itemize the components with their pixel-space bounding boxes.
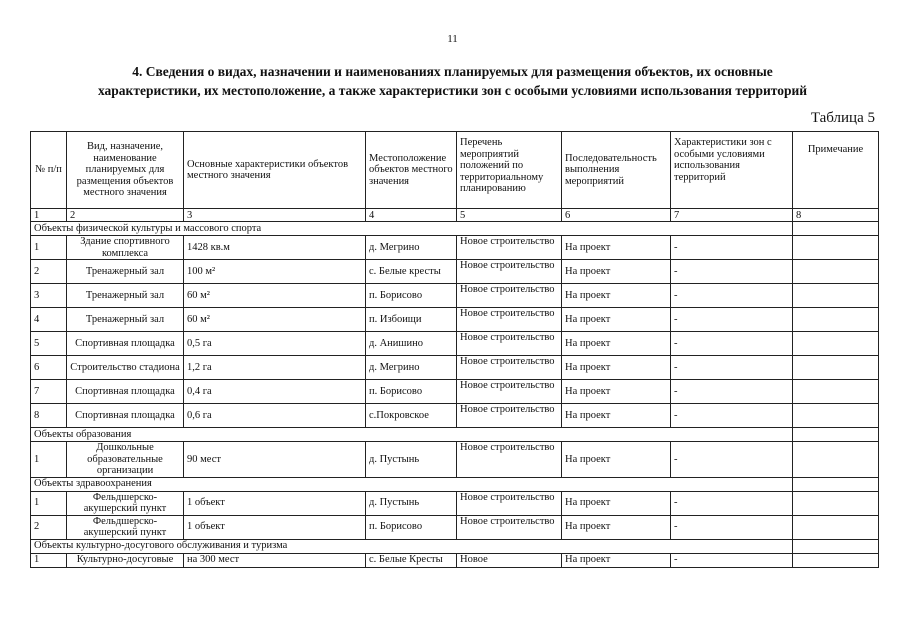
object-location: п. Борисово: [366, 515, 457, 539]
zone-characteristics: -: [671, 553, 793, 567]
zone-characteristics: -: [671, 332, 793, 356]
header-cell: Вид, назначение, наименование планируемых для размещения объектов местного значения: [67, 132, 184, 209]
object-characteristics: 100 м²: [184, 260, 366, 284]
execution-sequence: На проект: [562, 284, 671, 308]
table-row: [31, 515, 879, 539]
object-characteristics: 1 объект: [184, 491, 366, 515]
execution-sequence: На проект: [562, 308, 671, 332]
object-location: п. Борисово: [366, 380, 457, 404]
object-characteristics: 0,5 га: [184, 332, 366, 356]
note: [793, 515, 879, 539]
object-characteristics: 90 мест: [184, 442, 366, 478]
table-label: Таблица 5: [810, 110, 875, 126]
section-row: [31, 539, 879, 553]
object-location: п. Борисово: [366, 284, 457, 308]
table-row: [31, 236, 879, 260]
object-characteristics: 0,6 га: [184, 404, 366, 428]
zone-characteristics: -: [671, 404, 793, 428]
section-title: Объекты культурно-досугового обслуживания и туризма: [31, 539, 793, 553]
object-characteristics: 1 объект: [184, 515, 366, 539]
object-name: Спортивная площадка: [67, 380, 184, 404]
zone-characteristics: -: [671, 515, 793, 539]
object-name: Спортивная площадка: [67, 332, 184, 356]
object-location: п. Избоищи: [366, 308, 457, 332]
object-characteristics: на 300 мест: [184, 553, 366, 567]
table-row: [31, 308, 879, 332]
planned-measure: Новое строительство: [457, 236, 562, 260]
note: [793, 553, 879, 567]
row-number: 3: [31, 284, 67, 308]
column-number: 3: [184, 209, 366, 222]
zone-characteristics: -: [671, 236, 793, 260]
object-characteristics: 60 м²: [184, 308, 366, 332]
execution-sequence: На проект: [562, 515, 671, 539]
object-characteristics: 1428 кв.м: [184, 236, 366, 260]
planned-measure: Новое строительство: [457, 332, 562, 356]
row-number: 2: [31, 515, 67, 539]
column-number: 1: [31, 209, 67, 222]
planned-measure: Новое строительство: [457, 380, 562, 404]
row-number: 7: [31, 380, 67, 404]
row-number: 2: [31, 260, 67, 284]
note: [793, 260, 879, 284]
note: [793, 236, 879, 260]
header-cell: Местоположение объектов местного значения: [366, 132, 457, 209]
execution-sequence: На проект: [562, 236, 671, 260]
object-location: д. Пустынь: [366, 491, 457, 515]
row-number: 4: [31, 308, 67, 332]
execution-sequence: На проект: [562, 260, 671, 284]
row-number: 1: [31, 491, 67, 515]
execution-sequence: На проект: [562, 553, 671, 567]
column-number: 4: [366, 209, 457, 222]
object-location: с. Белые кресты: [366, 260, 457, 284]
execution-sequence: На проект: [562, 356, 671, 380]
column-number: 2: [67, 209, 184, 222]
table-row: [31, 356, 879, 380]
note: [793, 308, 879, 332]
note: [793, 356, 879, 380]
zone-characteristics: -: [671, 308, 793, 332]
column-number-row: [31, 209, 879, 222]
object-location: д. Пустынь: [366, 442, 457, 478]
section-row: [31, 222, 879, 236]
page-number: 11: [447, 33, 458, 45]
zone-characteristics: -: [671, 442, 793, 478]
header-cell: Характеристики зон с особыми условиями использования территорий: [671, 132, 793, 209]
planned-measure: Новое строительство: [457, 442, 562, 478]
object-characteristics: 60 м²: [184, 284, 366, 308]
section-row: [31, 428, 879, 442]
object-characteristics: 0,4 га: [184, 380, 366, 404]
table-body: [31, 132, 879, 568]
object-name: Культурно-досуговые: [67, 553, 184, 567]
object-location: д. Анишино: [366, 332, 457, 356]
object-location: с. Белые Кресты: [366, 553, 457, 567]
table-row: [31, 404, 879, 428]
table-row: [31, 442, 879, 478]
table-row: [31, 284, 879, 308]
note: [793, 380, 879, 404]
table-row: [31, 553, 879, 567]
object-name: Дошкольные образовательные организации: [67, 442, 184, 478]
row-number: 5: [31, 332, 67, 356]
execution-sequence: На проект: [562, 491, 671, 515]
table-row: [31, 332, 879, 356]
note: [793, 404, 879, 428]
row-number: 6: [31, 356, 67, 380]
section-title: Объекты здравоохранения: [31, 477, 793, 491]
zone-characteristics: -: [671, 284, 793, 308]
header-cell: Основные характеристики объектов местного значения: [184, 132, 366, 209]
object-location: д. Мегрино: [366, 356, 457, 380]
document-heading: [0, 62, 905, 100]
zone-characteristics: -: [671, 491, 793, 515]
row-number: 1: [31, 553, 67, 567]
row-number: 1: [31, 442, 67, 478]
execution-sequence: На проект: [562, 404, 671, 428]
section-note: [793, 428, 879, 442]
section-row: [31, 477, 879, 491]
object-name: Тренажерный зал: [67, 284, 184, 308]
objects-table: [30, 131, 879, 568]
object-name: Фельдшерско-акушерский пункт: [67, 491, 184, 515]
object-location: с.Покровское: [366, 404, 457, 428]
planned-measure: Новое строительство: [457, 356, 562, 380]
heading-line-2: характеристики, их местоположение, а также характеристики зон с особыми условиями использования территорий: [97, 83, 808, 98]
table-row: [31, 380, 879, 404]
section-title: Объекты образования: [31, 428, 793, 442]
section-note: [793, 477, 879, 491]
planned-measure: Новое строительство: [457, 515, 562, 539]
heading-line-1: 4. Сведения о видах, назначении и наименованиях планируемых для размещения объектов, их основные: [132, 64, 773, 79]
header-cell: Примечание: [793, 132, 879, 209]
planned-measure: Новое строительство: [457, 308, 562, 332]
object-location: д. Мегрино: [366, 236, 457, 260]
planned-measure: Новое строительство: [457, 260, 562, 284]
object-name: Строительство стадиона: [67, 356, 184, 380]
planned-measure: Новое строительство: [457, 404, 562, 428]
object-name: Спортивная площадка: [67, 404, 184, 428]
execution-sequence: На проект: [562, 332, 671, 356]
column-number: 8: [793, 209, 879, 222]
zone-characteristics: -: [671, 260, 793, 284]
object-name: Здание спортивного комплекса: [67, 236, 184, 260]
header-cell: № п/п: [31, 132, 67, 209]
header-row: [31, 132, 879, 209]
object-name: Фельдшерско-акушерский пункт: [67, 515, 184, 539]
zone-characteristics: -: [671, 380, 793, 404]
header-cell: Последовательность выполнения мероприятий: [562, 132, 671, 209]
planned-measure: Новое: [457, 553, 562, 567]
column-number: 5: [457, 209, 562, 222]
execution-sequence: На проект: [562, 442, 671, 478]
object-name: Тренажерный зал: [67, 308, 184, 332]
section-title: Объекты физической культуры и массового спорта: [31, 222, 793, 236]
row-number: 8: [31, 404, 67, 428]
section-note: [793, 539, 879, 553]
note: [793, 284, 879, 308]
execution-sequence: На проект: [562, 380, 671, 404]
section-note: [793, 222, 879, 236]
column-number: 7: [671, 209, 793, 222]
planned-measure: Новое строительство: [457, 284, 562, 308]
object-characteristics: 1,2 га: [184, 356, 366, 380]
row-number: 1: [31, 236, 67, 260]
note: [793, 491, 879, 515]
table-row: [31, 260, 879, 284]
zone-characteristics: -: [671, 356, 793, 380]
header-cell: Перечень мероприятий положений по территориальному планированию: [457, 132, 562, 209]
note: [793, 442, 879, 478]
table-row: [31, 491, 879, 515]
note: [793, 332, 879, 356]
object-name: Тренажерный зал: [67, 260, 184, 284]
column-number: 6: [562, 209, 671, 222]
planned-measure: Новое строительство: [457, 491, 562, 515]
